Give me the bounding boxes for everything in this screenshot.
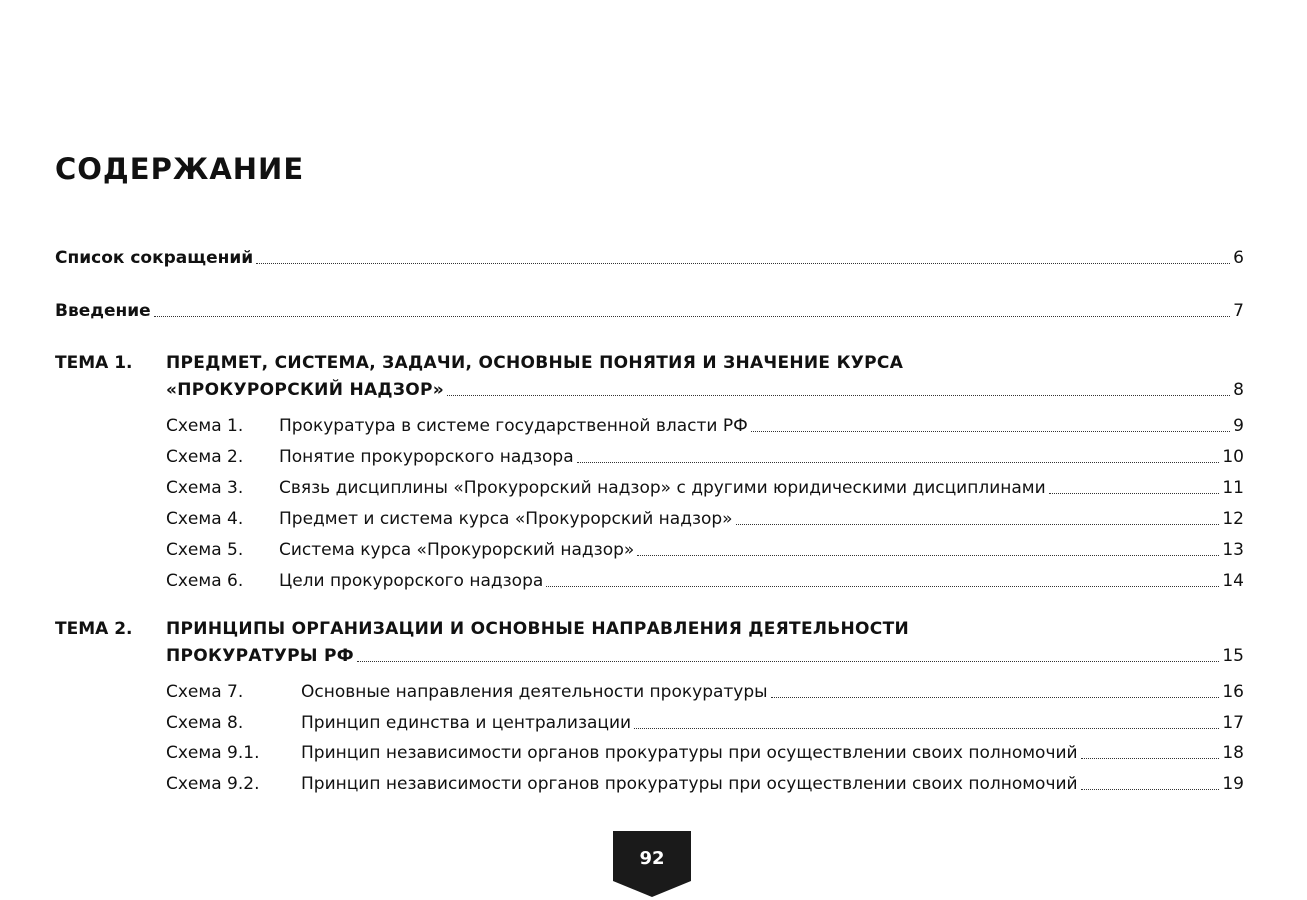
scheme-title: Связь дисциплины «Прокурорский надзор» с другими юридическими дисциплинами [279,478,1046,498]
scheme-label: Схема 5. [166,540,244,560]
toc-page-number: 15 [1222,646,1244,666]
scheme-label: Схема 8. [166,713,244,733]
scheme-title: Система курса «Прокурорский надзор» [279,540,635,560]
dot-leader [447,395,1230,396]
scheme-label: Схема 2. [166,447,244,467]
scheme-label: Схема 9.2. [166,774,260,794]
toc-page-number: 17 [1222,713,1244,733]
page-title: СОДЕРЖАНИЕ [55,152,305,186]
dot-leader [577,462,1220,463]
toc-entry-text: Список сокращений [55,248,254,268]
scheme-label: Схема 1. [166,416,244,436]
scheme-title: Принцип независимости органов прокуратуры при осуществлении своих полномочий [301,743,1078,763]
toc-page-number: 14 [1222,571,1244,591]
scheme-title: Цели прокурорского надзора [279,571,544,591]
toc-page-number: 9 [1233,416,1244,436]
toc-page-number: 12 [1222,509,1244,529]
theme-title-line2: «ПРОКУРОРСКИЙ НАДЗОР» [166,380,445,400]
scheme-title: Предмет и система курса «Прокурорский надзор» [279,509,733,529]
dot-leader [637,555,1219,556]
theme-title-line2: ПРОКУРАТУРЫ РФ [166,646,354,666]
scheme-title: Принцип независимости органов прокуратуры при осуществлении своих полномочий [301,774,1078,794]
toc-page-number: 10 [1222,447,1244,467]
theme-title-line1: ПРЕДМЕТ, СИСТЕМА, ЗАДАЧИ, ОСНОВНЫЕ ПОНЯТИЯ И ЗНАЧЕНИЕ КУРСА [166,353,904,373]
scheme-title: Основные направления деятельности прокуратуры [301,682,768,702]
scheme-title: Прокуратура в системе государственной власти РФ [279,416,748,436]
toc-entry-text: Введение [55,301,151,321]
toc-page-number: 7 [1233,301,1244,321]
theme-title-line1: ПРИНЦИПЫ ОРГАНИЗАЦИИ И ОСНОВНЫЕ НАПРАВЛЕНИЯ ДЕЯТЕЛЬНОСТИ [166,619,910,639]
page-number: 92 [639,848,665,869]
dot-leader [634,728,1219,729]
toc-page-number: 11 [1222,478,1244,498]
theme-number: ТЕМА 2. [55,619,133,639]
dot-leader [771,697,1220,698]
toc-page-number: 19 [1222,774,1244,794]
scheme-label: Схема 7. [166,682,244,702]
dot-leader [1081,758,1220,759]
dot-leader [546,586,1219,587]
scheme-label: Схема 4. [166,509,244,529]
scheme-label: Схема 3. [166,478,244,498]
dot-leader [256,263,1230,264]
toc-page-number: 13 [1222,540,1244,560]
theme-number: ТЕМА 1. [55,353,133,373]
scheme-label: Схема 6. [166,571,244,591]
dot-leader [736,524,1220,525]
scheme-title: Принцип единства и централизации [301,713,632,733]
scheme-title: Понятие прокурорского надзора [279,447,574,467]
toc-page-number: 6 [1233,248,1244,268]
page-number-badge [613,831,691,897]
scheme-label: Схема 9.1. [166,743,260,763]
dot-leader [751,431,1230,432]
dot-leader [357,661,1219,662]
toc-page-number: 16 [1222,682,1244,702]
toc-page-number: 18 [1222,743,1244,763]
dot-leader [1081,789,1220,790]
dot-leader [154,316,1230,317]
dot-leader [1049,493,1220,494]
toc-page-number: 8 [1233,380,1244,400]
